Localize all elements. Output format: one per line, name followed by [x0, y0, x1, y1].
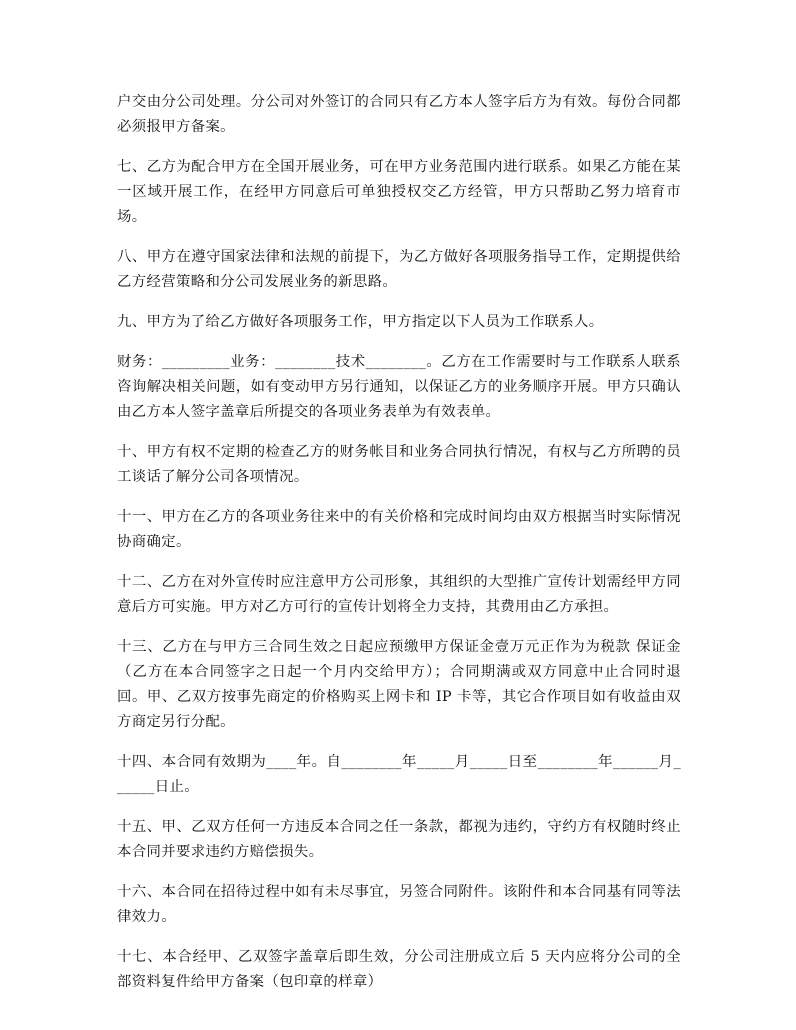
clause-10: 十、甲方有权不定期的检查乙方的财务帐目和业务合同执行情况，有权与乙方所聘的员工谈话了解分公司各项情况。 [117, 444, 681, 485]
document-body [117, 90, 681, 1010]
clause-11: 十一、甲方在乙方的各项业务往来中的有关价格和完成时间均由双方根据当时实际情况协商确定。 [117, 509, 681, 550]
clause-9: 九、甲方为了给乙方做好各项服务工作，甲方指定以下人员为工作联系人。 [117, 314, 604, 330]
clause-15: 十五、甲、乙双方任何一方违反本合同之任一条款，都视为违约，守约方有权随时终止本合同并要求违约方赔偿损失。 [117, 819, 681, 860]
clause-13: 十三、乙方在与甲方三合同生效之日起应预缴甲方保证金壹万元正作为为税款 保证金（乙方在本合同签字之日起一个月内交给甲方）；合同期满或双方同意中止合同时退回。甲、乙双方按事先商定的价格购买上网卡和 IP 卡等，其它合作项目如有收益由双方商定另行分配。 [117, 639, 681, 730]
contact-persons: 财务：_________业务：________技术________。乙方在工作需要时与工作联系人联系咨询解决相关问题，如有变动甲方另行通知，以保证乙方的业务顺序开展。甲方只确认由乙方本人签字盖章后所提交的各项业务表单为有效表单。 [117, 354, 681, 420]
clause-7: 七、乙方为配合甲方在全国开展业务，可在甲方业务范围内进行联系。如果乙方能在某一区域开展工作，在经甲方同意后可单独授权交乙方经管，甲方只帮助乙努力培育市场。 [117, 159, 681, 225]
clause-17: 十七、本合经甲、乙双签字盖章后即生效，分公司注册成立后 5 天内应将分公司的全部资料复件给甲方备案（包印章的样章） [117, 949, 681, 990]
clause-14: 十四、本合同有效期为____年。自________年_____月_____日至________年______月______日止。 [117, 754, 681, 795]
clause-8: 八、甲方在遵守国家法律和法规的前提下，为乙方做好各项服务指导工作，定期提供给乙方经营策略和分公司发展业务的新思路。 [117, 249, 681, 290]
clause-16: 十六、本合同在招待过程中如有未尽事宜，另签合同附件。该附件和本合同基有同等法律效力。 [117, 884, 681, 925]
clause-12: 十二、乙方在对外宣传时应注意甲方公司形象，其组织的大型推广宣传计划需经甲方同意后方可实施。甲方对乙方可行的宣传计划将全力支持，其费用由乙方承担。 [117, 574, 681, 615]
paragraph-continuation: 户交由分公司处理。分公司对外签订的合同只有乙方本人签字后方为有效。每份合同都必须报甲方备案。 [117, 94, 681, 135]
